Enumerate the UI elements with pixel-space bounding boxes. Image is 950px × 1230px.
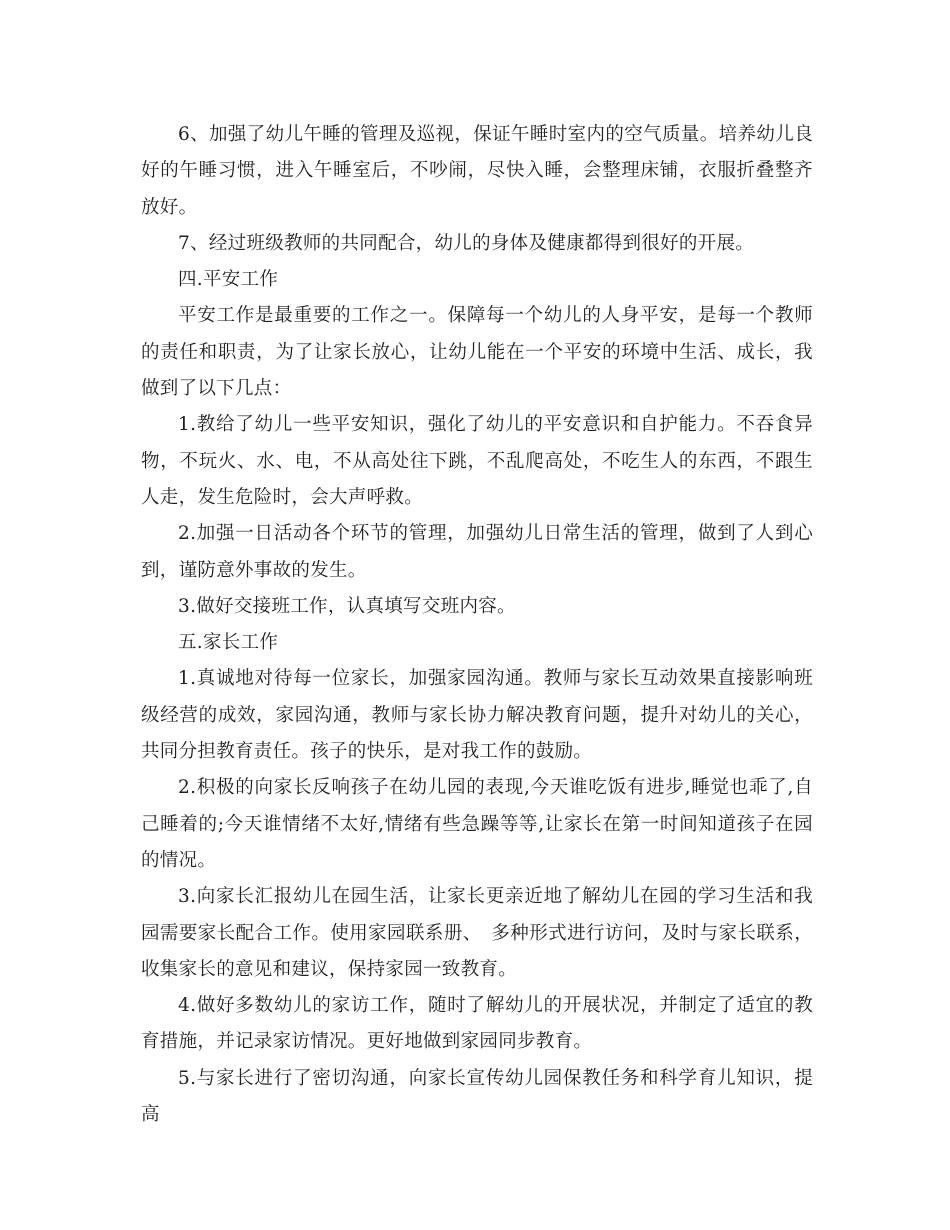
paragraph-safety-item-1: 1.教给了幼儿一些平安知识，强化了幼儿的平安意识和自护能力。不吞食异物，不玩火、水、电，不从高处往下跳，不乱爬高处，不吃生人的东西，不跟生人走，发生危险时，会大声呼救。 (141, 414, 813, 508)
paragraph-parents-item-1: 1.真诚地对待每一位家长，加强家园沟通。教师与家长互动效果直接影响班级经营的成效，家园沟通，教师与家长协力解决教育问题，提升对幼儿的关心，共同分担教育责任。孩子的快乐，是对我工作的鼓励。 (141, 668, 813, 763)
section-heading-parents: 五.家长工作 (178, 632, 279, 654)
paragraph-safety-item-3: 3.做好交接班工作，认真填写交班内容。 (178, 595, 516, 617)
paragraph-parents-item-2: 2.积极的向家长反响孩子在幼儿园的表现,今天谁吃饭有进步,睡觉也乖了,自己睡着的;今天谁情绪不太好,情绪有些急躁等等,让家长在第一时间知道孩子在园的情况。 (141, 777, 813, 871)
paragraph-parents-item-3: 3.向家长汇报幼儿在园生活，让家长更亲近地了解幼儿在园的学习生活和我园需要家长配合工作。使用家园联系册、 多种形式进行访问，及时与家长联系，收集家长的意见和建议，保持家园一致教育。 (141, 886, 813, 980)
paragraph-nap-management: 6、加强了幼儿午睡的管理及巡视，保证午睡时室内的空气质量。培养幼儿良好的午睡习惯，进入午睡室后，不吵闹，尽快入睡，会整理床铺，衣服折叠整齐放好。 (141, 124, 813, 218)
paragraph-safety-item-2: 2.加强一日活动各个环节的管理，加强幼儿日常生活的管理，做到了人到心到，谨防意外事故的发生。 (141, 523, 813, 581)
paragraph-parents-item-4: 4.做好多数幼儿的家访工作，随时了解幼儿的开展状况，并制定了适宜的教育措施，并记录家访情况。更好地做到家园同步教育。 (141, 995, 813, 1053)
paragraph-teacher-cooperation: 7、经过班级教师的共同配合，幼儿的身体及健康都得到很好的开展。 (178, 232, 755, 254)
paragraph-parents-item-5: 5.与家长进行了密切沟通，向家长宣传幼儿园保教任务和科学育儿知识，提高 (141, 1067, 813, 1126)
paragraph-safety-intro: 平安工作是最重要的工作之一。保障每一个幼儿的人身平安，是每一个教师的责任和职责，为了让家长放心，让幼儿能在一个平安的环境中生活、成长，我做到了以下几点： (141, 305, 813, 400)
section-heading-safety: 四.平安工作 (178, 269, 279, 291)
document-body (141, 117, 813, 1133)
